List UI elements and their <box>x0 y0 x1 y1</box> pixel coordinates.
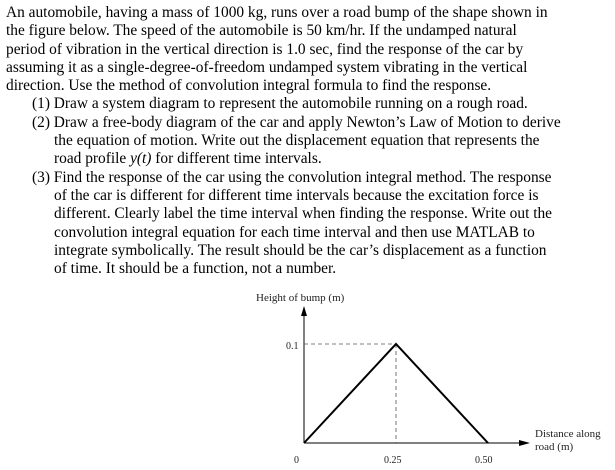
task-line: of the car is different for different time intervals because the excitation force is <box>54 186 539 204</box>
task-item-1 <box>6 95 611 113</box>
task-line: the equation of motion. Write out the displacement equation that represents the <box>54 132 540 150</box>
x-axis-arrow-icon <box>519 440 530 446</box>
intro-line: An automobile, having a mass of 1000 kg, runs over a road bump of the shape shown in <box>6 4 548 21</box>
bump-profile <box>304 344 488 443</box>
x-axis-label-line2: road (m) <box>535 441 574 453</box>
road-profile-function: y(t) <box>130 150 152 168</box>
task-line: different. Clearly label the time interval when finding the response. Write out the <box>54 205 553 223</box>
intro-line: the figure below. The speed of the automobile is 50 km/hr. If the undamped natural <box>6 22 517 40</box>
x-tick-label: 0.50 <box>475 455 493 466</box>
intro-line: direction. Use the method of convolution integral formula to find the response. <box>6 77 492 95</box>
y-tick-label: 0.1 <box>286 341 299 352</box>
task-item-2 <box>6 114 611 169</box>
task-line: (3) Find the response of the car using the convolution integral method. The response <box>32 168 552 186</box>
x-tick-label: 0.25 <box>384 455 402 466</box>
y-axis-arrow-icon <box>301 306 307 316</box>
task-line: convolution integral equation for each time interval and then use MATLAB to <box>54 223 535 241</box>
task-line: integrate symbolically. The result should be the car’s displacement as a function <box>54 241 547 259</box>
task-item-3 <box>6 169 611 279</box>
task-line: (1) Draw a system diagram to represent the automobile running on a rough road. <box>32 95 528 113</box>
task-text: road profile <box>54 150 131 168</box>
intro-line: period of vibration in the vertical direction is 1.0 sec, find the response of the car by <box>6 40 524 58</box>
task-text: for different time intervals. <box>151 150 322 168</box>
intro-paragraph <box>6 4 611 95</box>
task-line <box>6 150 611 168</box>
intro-line: assuming it as a single-degree-of-freedom undamped system vibrating in the vertical <box>6 58 528 76</box>
y-axis-label: Height of bump (m) <box>256 292 345 304</box>
x-axis-label-line1: Distance along <box>535 428 601 440</box>
task-line: (2) Draw a free-body diagram of the car and apply Newton’s Law of Motion to derive <box>32 113 561 131</box>
task-line: of time. It should be a function, not a number. <box>54 260 337 278</box>
x-tick-label: 0 <box>294 455 299 466</box>
problem-text <box>6 4 611 278</box>
